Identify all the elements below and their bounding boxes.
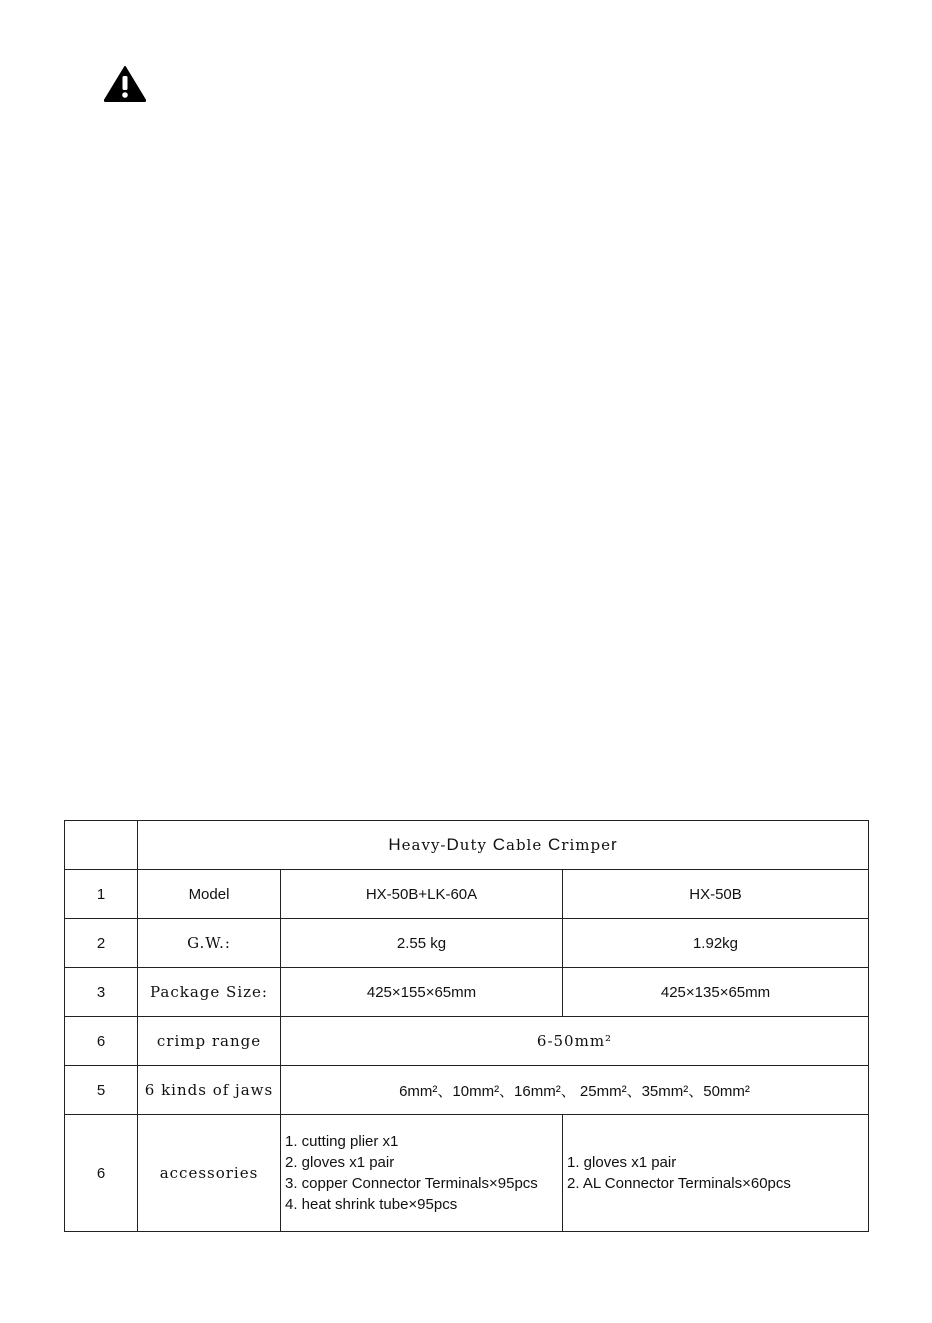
table-row <box>65 1017 869 1066</box>
table-row <box>65 870 869 919</box>
row-index: 6 <box>65 1115 138 1232</box>
jaws-value: 6mm²、10mm²、16mm²、 25mm²、35mm²、50mm² <box>281 1066 869 1115</box>
table-header-row <box>65 821 869 870</box>
table-row <box>65 919 869 968</box>
list-item: 2. gloves x1 pair <box>285 1154 395 1171</box>
row-index: 2 <box>65 919 138 968</box>
model-a: HX-50B+LK-60A <box>281 870 563 919</box>
row-label: Model <box>138 870 281 919</box>
warning-icon <box>104 66 146 102</box>
accessories-a <box>281 1115 563 1232</box>
row-index: 6 <box>65 1017 138 1066</box>
row-label: G.W.: <box>138 919 281 968</box>
model-b: HX-50B <box>563 870 869 919</box>
table-row <box>65 1115 869 1232</box>
list-item: 3. copper Connector Terminals×95pcs <box>285 1175 538 1192</box>
crimp-range-value: 6-50mm² <box>281 1017 869 1066</box>
package-size-b: 425×135×65mm <box>563 968 869 1017</box>
weight-b: 1.92kg <box>563 919 869 968</box>
empty-corner-cell <box>65 821 138 870</box>
row-index: 1 <box>65 870 138 919</box>
list-item: 1. gloves x1 pair <box>567 1154 677 1171</box>
row-label: crimp range <box>138 1017 281 1066</box>
accessories-b <box>563 1115 869 1232</box>
row-index: 3 <box>65 968 138 1017</box>
row-label: 6 kinds of jaws <box>138 1066 281 1115</box>
row-index: 5 <box>65 1066 138 1115</box>
table-row <box>65 1066 869 1115</box>
list-item: 4. heat shrink tube×95pcs <box>285 1196 458 1213</box>
weight-a: 2.55 kg <box>281 919 563 968</box>
list-item: 2. AL Connector Terminals×60pcs <box>567 1175 791 1192</box>
table-title: Heavy-Duty Cable Crimper <box>138 821 869 870</box>
row-label: accessories <box>138 1115 281 1232</box>
package-size-a: 425×155×65mm <box>281 968 563 1017</box>
list-item: 1. cutting plier x1 <box>285 1133 399 1150</box>
spec-table <box>64 820 869 1232</box>
row-label: Package Size: <box>138 968 281 1017</box>
table-row <box>65 968 869 1017</box>
